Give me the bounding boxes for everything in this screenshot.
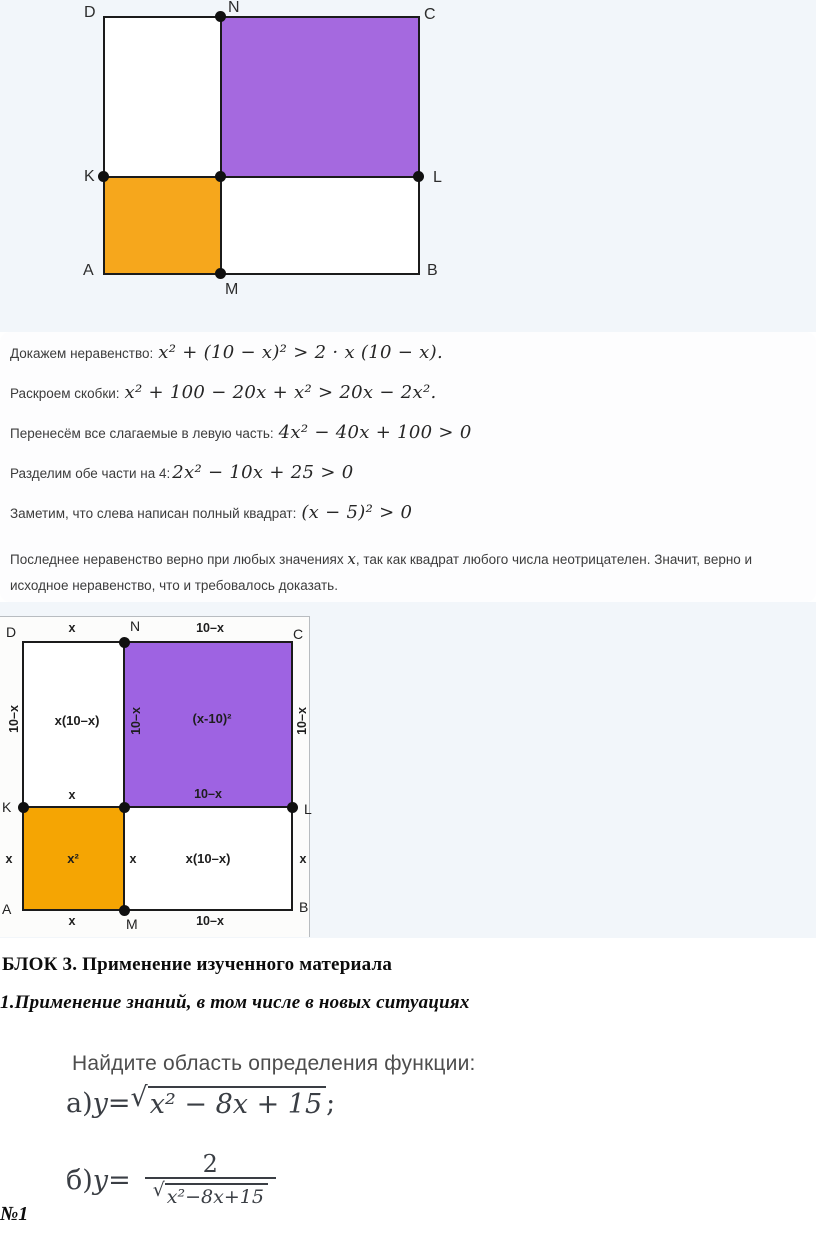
figure1-orange-square [105, 178, 220, 273]
figure2-dim-bottom-right: 10–x [196, 914, 224, 928]
proof-line-3-label: Перенесём все слагаемые в левую часть: [10, 426, 274, 441]
proof-line-4 [10, 462, 354, 483]
task-a-radical [130, 1082, 327, 1120]
figure2-dim-left-upper: 10–x [7, 705, 21, 733]
task-b-numerator: 2 [202, 1150, 218, 1178]
proof-line-5-label: Заметим, что слева написан полный квадрат: [10, 506, 297, 521]
figure1-label-D: D [84, 4, 96, 21]
task-prompt: Найдите область определения функции: [72, 1052, 476, 1075]
proof-conclusion [10, 546, 810, 599]
proof-conclusion-part2: , так как квадрат любого числа неотрицателен. Значит, верно и исходное неравенство, что и требовалось доказать. [10, 552, 753, 593]
figure2-dim-inner-right: 10–x [194, 787, 222, 801]
figure1-purple-rect [222, 18, 418, 176]
figure1-horizontal-line [103, 176, 420, 178]
task-a-label: а) [66, 1087, 93, 1119]
figure2-label-B: B [299, 899, 309, 915]
figure2-label-A: A [2, 901, 12, 917]
task-b-radicand: x²−8x+15 [165, 1183, 268, 1208]
proof-line-5 [10, 502, 412, 523]
figure1-vertex-dot-L [413, 171, 424, 182]
block3-subtitle: 1.Применение знаний, в том числе в новых ситуациях [0, 992, 470, 1013]
radical-sign: √ [152, 1179, 165, 1202]
figure2-cell-top-left: x(10–x) [54, 713, 100, 728]
figure2-dim-top-left: x [68, 621, 76, 635]
task-b-var: y [92, 1164, 109, 1196]
figure2-label-L: L [304, 801, 312, 817]
figure1-label-M: M [225, 281, 239, 298]
proof-line-1-label: Докажем неравенство: [10, 346, 154, 361]
figure2-dim-right-upper: 10–x [295, 707, 309, 735]
figure2-dim-bottom-left: x [68, 914, 76, 928]
figure2-vertex-dot-center [119, 802, 130, 813]
figure1-vertex-dot-N [215, 11, 226, 22]
figure2-label-D: D [6, 624, 17, 640]
task-b-fraction [145, 1151, 276, 1209]
figure1-label-L: L [433, 169, 442, 186]
figure2-dim-left-lower: x [5, 852, 13, 866]
figure2-label-M: M [126, 916, 138, 932]
figure1-label-A: A [83, 262, 94, 279]
task-function-b [66, 1151, 276, 1209]
task-a-suffix: ; [326, 1087, 336, 1119]
proof-line-2 [10, 382, 437, 403]
figure1-label-C: C [424, 6, 436, 23]
figure2-dim-mid-lower: x [129, 852, 137, 866]
proof-line-5-formula: (x − 5)² > 0 [301, 502, 413, 523]
task-a-radicand: x² − 8x + 15 [148, 1086, 326, 1120]
figure1-vertex-dot-M [215, 268, 226, 279]
task-b-equals: = [108, 1164, 131, 1196]
proof-line-4-label: Разделим обе части на 4: [10, 466, 171, 481]
figure1-label-K: K [84, 168, 95, 185]
proof-line-1-formula: x² + (10 − x)² > 2 · x (10 − x). [158, 342, 443, 363]
task-number: №1 [0, 1203, 29, 1225]
figure2-cell-bottom-left: x² [67, 851, 79, 866]
radical-sign: √ [130, 1082, 148, 1113]
block3-title: БЛОК 3. Применение изученного материала [2, 954, 393, 975]
figure2-label-K: K [2, 799, 12, 815]
figure2-vertex-dot-M [119, 905, 130, 916]
figure2-label-C: C [293, 626, 304, 642]
figure1-vertex-dot-center [215, 171, 226, 182]
figure2-vertex-dot-L [287, 802, 298, 813]
proof-line-3 [10, 422, 472, 443]
proof-line-4-formula: 2x² − 10x + 25 > 0 [172, 462, 354, 483]
proof-line-2-label: Раскроем скобки: [10, 386, 120, 401]
figure2-cell-top-right: (x-10)² [192, 711, 232, 726]
figure1-label-N: N [228, 0, 240, 16]
task-b-label: б) [66, 1164, 93, 1196]
proof-conclusion-var: x [347, 550, 356, 568]
figure2-dim-right-lower: x [299, 852, 307, 866]
task-function-a [66, 1082, 336, 1120]
proof-line-1 [10, 342, 443, 363]
figure2-horizontal-line [22, 806, 293, 808]
figure2-dim-inner-left: x [68, 788, 76, 802]
figure2-vertex-dot-K [18, 802, 29, 813]
figure2-dim-top-right: 10–x [196, 621, 224, 635]
figure1-vertex-dot-K [98, 171, 109, 182]
task-a-var: y [92, 1087, 108, 1119]
task-a-equals: = [107, 1087, 131, 1119]
task-b-denominator [145, 1177, 276, 1209]
task-b-radical [152, 1179, 268, 1209]
figure2-vertex-dot-N [119, 637, 130, 648]
proof-conclusion-part1: Последнее неравенство верно при любых значениях [10, 552, 348, 567]
proof-line-2-formula: x² + 100 − 20x + x² > 20x − 2x². [124, 382, 437, 403]
figure2-dim-mid-upper: 10–x [129, 707, 143, 735]
figure1-label-B: B [427, 262, 438, 279]
figure2-label-N: N [130, 618, 141, 634]
proof-line-3-formula: 4x² − 40x + 100 > 0 [278, 422, 472, 443]
figure2-vertical-line [123, 641, 125, 911]
figure1-vertical-line [220, 16, 222, 275]
figure2-cell-bottom-right: x(10–x) [185, 851, 231, 866]
